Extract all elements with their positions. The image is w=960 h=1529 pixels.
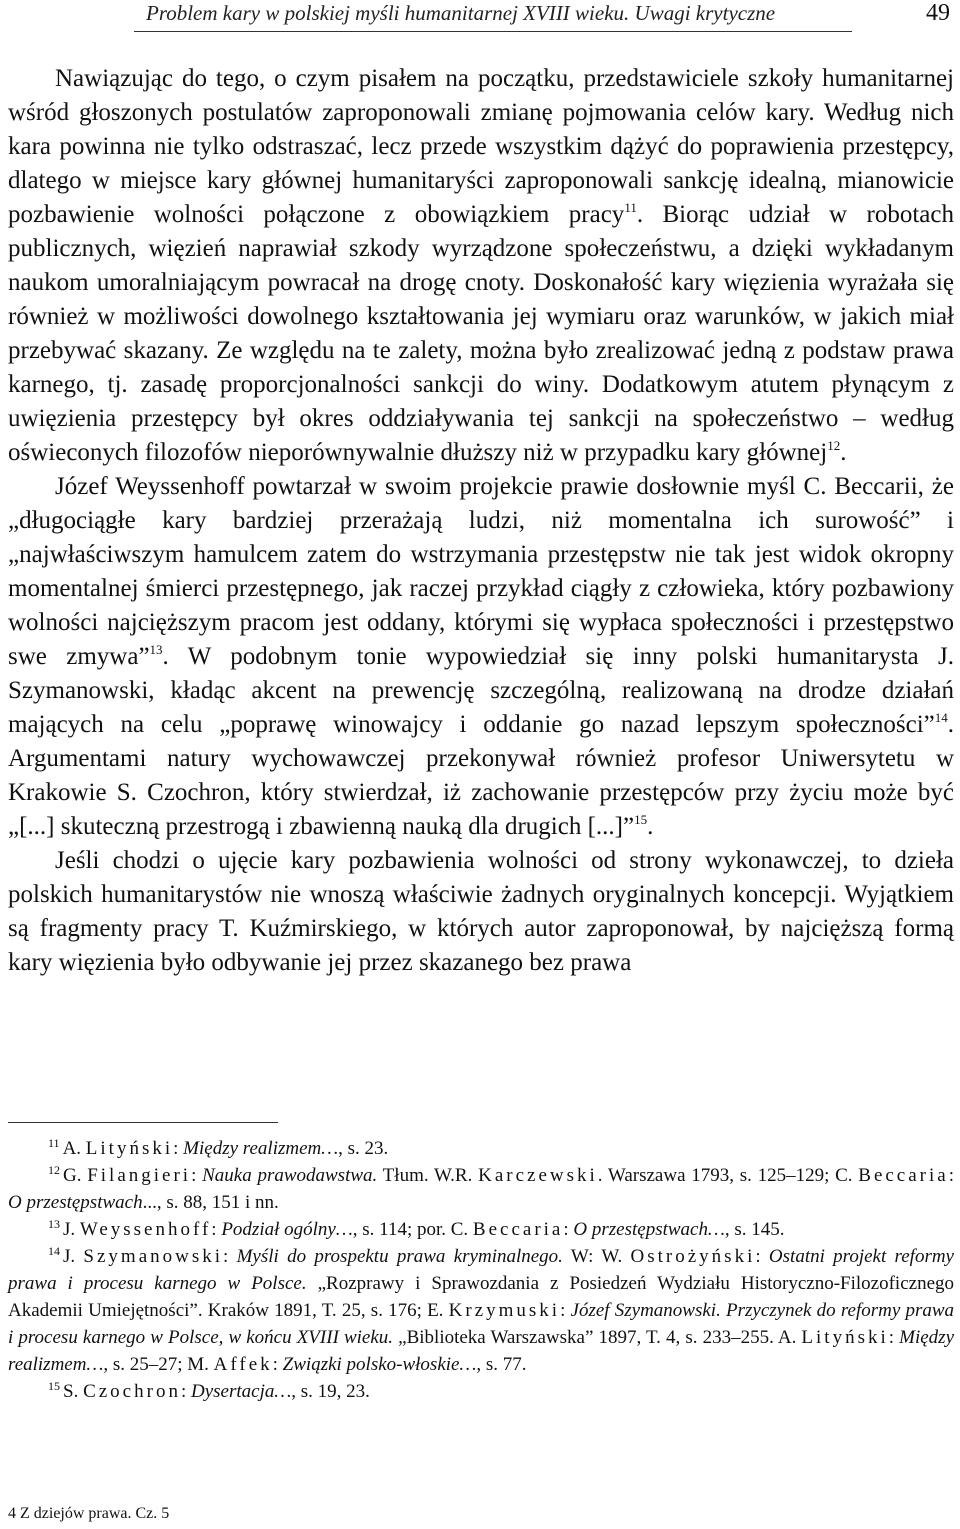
- fn-text: A.: [62, 1138, 86, 1159]
- fn-text: , s. 25–27; M.: [103, 1354, 214, 1375]
- work-title: Między realizmem…: [183, 1138, 339, 1159]
- fn-text: :: [191, 1165, 203, 1186]
- footnote-number: 13: [48, 1217, 60, 1231]
- fn-text: S.: [63, 1381, 84, 1402]
- running-title: Problem kary w polskiej myśli humanitarnej XVIII wieku. Uwagi krytyczne: [146, 1, 776, 25]
- work-title: Ostatni projekt reformy prawa i procesu karnego w Polsce.: [8, 1246, 954, 1294]
- paragraph-text: . Biorąc udział w robotach publicznych, więzień naprawiał szkody wyrządzone społeczeństwu, a dzięki wykładanym naukom umoralniającym powracał na drogę cnoty. Doskonałość kary więzienia wyrażała się również w możliwości dowolnego kształtowania jej wymiaru oraz warunków, w jakich miał przebywać skazany. Ze względu na te zalety, można było zrealizować jedną z podstaw prawa karnego, tj. zasadę proporcjonalności sankcji do winy. Dodatkowym atutem płynącym z uwięzienia przestępcy był okres oddziaływania tej sankcji na społeczeństwo – według oświeconych filozofów nieporównywalnie dłuższy niż w przypadku kary głównej: [8, 201, 954, 466]
- fn-text: G.: [63, 1165, 88, 1186]
- main-text: [8, 62, 954, 980]
- author-name: Czochron: [83, 1381, 181, 1402]
- header-rule: [134, 31, 852, 32]
- page-header: [0, 0, 960, 34]
- author-name: Filangieri: [87, 1165, 192, 1186]
- footnote-ref: 15: [634, 812, 648, 827]
- author-name: Ostrożyński: [630, 1246, 756, 1267]
- paragraph: Jeśli chodzi o ujęcie kary pozbawienia wolności od strony wykonawczej, to dzieła polskich humanitarystów nie wnoszą właściwie żadnych oryginalnych koncepcji. Wyjątkiem są fragmenty pracy T. Kuźmirskiego, w których autor zaproponował, by najcięższą formą kary więzienia było odbywanie jej przez skazanego bez prawa: [8, 847, 954, 976]
- footnote-15: [8, 1378, 954, 1405]
- paragraph-text: Nawiązując do tego, o czym pisałem na początku, przedstawiciele szkoły humanitarnej wśród głoszonych postulatów zaproponowali zmianę pojmowania celów kary. Według nich kara powinna nie tylko odstraszać, lecz przede wszystkim dążyć do poprawienia przestępcy, dlatego w miejsce kary głównej humanitaryści zaproponowali sankcję idealną, mianowicie pozbawienie wolności połączone z obowiązkiem pracy: [8, 65, 954, 228]
- fn-text: :: [211, 1219, 222, 1240]
- footnote-12: [8, 1162, 954, 1216]
- fn-text: , s. 19, 23.: [291, 1381, 370, 1402]
- footnote-ref: 12: [827, 438, 841, 453]
- paragraph-text: Józef Weyssenhoff powtarzał w swoim projekcie prawie dosłownie myśl C. Beccarii, że „długociągłe kary bardziej przerażają ludzi, niż momentalna ich surowość” i „najwłaściwszym hamulcem zatem do wstrzymania przestępstw nie tak jest widok okropny momentalnej śmierci przestępnego, jak raczej przykład ciągły z człowieka, który pozbawiony wolności najcięższym pracom jest oddany, którymi się wypłaca społeczności i przestępstwo swe zmywa”: [8, 473, 954, 670]
- fn-text: , s. 114; por. C.: [352, 1219, 473, 1240]
- footnotes: [8, 1135, 954, 1405]
- fn-text: :: [755, 1246, 769, 1267]
- fn-text: :: [272, 1354, 283, 1375]
- paragraph: [8, 470, 954, 844]
- work-title: Myśli do prospektu prawa kryminalnego.: [236, 1246, 563, 1267]
- footnote-ref: 14: [934, 710, 948, 725]
- author-name: Beccaria: [858, 1165, 949, 1186]
- fn-text: :: [180, 1381, 191, 1402]
- fn-text: J.: [63, 1219, 80, 1240]
- fn-text: :: [560, 1300, 571, 1321]
- fn-text: „Rozprawy i Sprawozdania z Posiedzeń Wydziału Historyczno-Filozoficznego Akademii Umiejętności”. Kraków 1891, T. 25, s. 176; E.: [8, 1273, 954, 1321]
- paragraph-text: . Argumentami natury wychowawczej przekonywał również profesor Uniwersytetu w Krakowie S. Czochron, który stwierdzał, iż zachowanie przestępców przy życiu może być „[...] skuteczną przestrogą i zbawienną nauką dla drugich [...]”: [8, 711, 954, 840]
- fn-text: ..., s. 88, 151 i nn.: [142, 1192, 279, 1213]
- fn-text: W: W.: [562, 1246, 631, 1267]
- work-title: O przestępstwach…: [573, 1219, 725, 1240]
- paragraph-text: . W podobnym tonie wypowiedział się inny polski humanitarysta J. Szymanowski, kładąc akcent na prewencję szczególną, realizowaną na drodze działań mających na celu „poprawę winowajcy i oddanie go nazad lepszym społeczności”: [8, 643, 954, 738]
- fn-text: , s. 145.: [724, 1219, 785, 1240]
- author-name: Karczewski: [478, 1165, 598, 1186]
- footnote-ref: 13: [149, 642, 163, 657]
- author-name: Beccaria: [472, 1219, 564, 1240]
- fn-text: :: [948, 1165, 954, 1186]
- paragraph-text: .: [840, 439, 847, 466]
- author-name: Weyssenhoff: [79, 1219, 212, 1240]
- fn-text: „Biblioteka Warszawska” 1897, T. 4, s. 233–255. A.: [393, 1327, 802, 1348]
- fn-text: :: [223, 1246, 237, 1267]
- work-title: Między realizmem…: [8, 1327, 955, 1375]
- footnote-rule: [8, 1122, 278, 1123]
- fn-text: J.: [63, 1246, 84, 1267]
- footnote-13: [8, 1216, 954, 1243]
- work-title: Nauka prawodawstwa.: [202, 1165, 378, 1186]
- fn-text: :: [888, 1327, 900, 1348]
- work-title: Związki polsko-włoskie…: [282, 1354, 477, 1375]
- fn-text: , s. 23.: [338, 1138, 389, 1159]
- footnote-number: 14: [48, 1244, 60, 1258]
- footnote-ref: 11: [624, 200, 637, 215]
- author-name: Lityński: [801, 1327, 889, 1348]
- fn-text: Tłum. W.R.: [377, 1165, 479, 1186]
- footnote-number: 12: [48, 1163, 60, 1177]
- fn-text: :: [563, 1219, 574, 1240]
- fn-text: , s. 77.: [476, 1354, 527, 1375]
- author-name: Krzymuski: [448, 1300, 561, 1321]
- work-title: Podział ogólny…: [221, 1219, 353, 1240]
- printer-signature: 4 Z dziejów prawa. Cz. 5: [8, 1505, 170, 1522]
- footnote-11: [8, 1135, 954, 1162]
- paragraph: [8, 62, 954, 470]
- author-name: Szymanowski: [83, 1246, 224, 1267]
- fn-text: :: [173, 1138, 184, 1159]
- fn-text: . Warszawa 1793, s. 125–129; C.: [597, 1165, 859, 1186]
- footnote-14: [8, 1243, 954, 1378]
- footnote-number: 15: [48, 1379, 60, 1393]
- page-number: 49: [926, 0, 950, 26]
- paragraph-text: .: [647, 813, 654, 840]
- work-title: O przestępstwach: [8, 1192, 143, 1213]
- work-title: Józef Szymanowski. Przyczynek do reformy prawa i procesu karnego w Polsce, w końcu XVIII wieku.: [8, 1300, 955, 1348]
- author-name: Lityński: [85, 1138, 174, 1159]
- footnote-number: 11: [48, 1136, 60, 1150]
- author-name: Affek: [213, 1354, 273, 1375]
- work-title: Dysertacja…: [190, 1381, 292, 1402]
